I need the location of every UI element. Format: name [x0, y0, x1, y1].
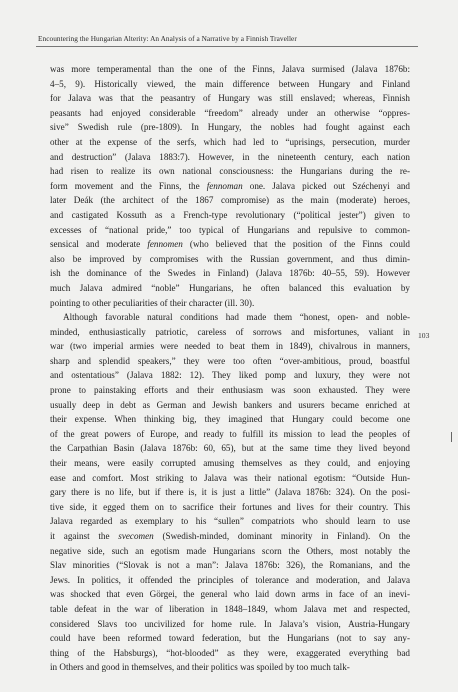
text-line: thing of the Habsburgs), “hot-blooded” as they were, exaggerated everything bad	[50, 647, 410, 658]
text-line: of the great powers of Europe, and ready to fulfill its mission to lead the peoples of	[50, 428, 410, 439]
text-line: was more temperamental than the one of the Finns, Jalava surmised (Jalava 1876b:	[50, 64, 410, 74]
text-line: pointing to other peculiarities of their character (ill. 30).	[50, 297, 255, 308]
text-line: Slav minorities (“Slovak is not a man”: Jalava 1876b: 326), the Romanians, and the	[50, 560, 410, 571]
text-line: war (two imperial armies were needed to beat them in 1849), chivalrous in manners,	[50, 341, 410, 352]
text-line: other at the expense of the serfs, which had led to “uprisings, persecution, murder	[50, 136, 410, 147]
text-line: considered Slavs too uncivilized for home rule. In Jalava’s vision, Austria-Hungary	[50, 618, 410, 629]
text-line: gary there is no life, but if there is, it is just a little” (Jalava 1876b: 324). On the posi-	[50, 487, 410, 498]
text-line: for Jalava was that the peasantry of Hungary was still enslaved; whereas, Finnish	[50, 93, 410, 104]
text-line: their means, were easily corrupted amusing themselves as they could, and enjoying	[50, 458, 410, 469]
text-line: and ostentatious” (Jalava 1882: 12). They liked pomp and luxury, they were not	[50, 370, 410, 381]
text-line: the Carpathian Basin (Jalava 1876b: 60, 65), but at the same time they lived beyond	[50, 443, 410, 454]
text-line: form movement and the Finns, the fennoman one. Jalava picked out Széchenyi and	[50, 180, 410, 191]
text-line: ease and comfort. Most striking to Jalava was their national egotism: “Outside Hun-	[50, 472, 410, 483]
text-line: usually deep in debt as German and Jewish bankers and usurers became enriched at	[50, 399, 410, 410]
text-line: 4–5, 9). Historically viewed, the main difference between Hungary and Finland	[50, 78, 410, 89]
text-line: in Others and good in themselves, and their politics was spoiled by too much talk-	[50, 662, 350, 673]
text-line: Although favorable natural conditions had made them “honest, open- and noble-	[63, 312, 410, 323]
text-line: ish the dominance of the Swedes in Finland) (Jalava 1876b: 40–55, 59). However	[50, 268, 410, 279]
text-line: minded, enthusiastically patriotic, careless of sorrows and misfortunes, valiant in	[50, 326, 410, 337]
text-line: their expense. When thinking big, they imagined that Hungary could become one	[50, 414, 410, 425]
text-line: table defeat in the war of liberation in 1848–1849, whom Jalava met and respected,	[50, 603, 410, 614]
text-line: prone to painstaking efforts and their enthusiasm was soon exhausted. They were	[50, 385, 410, 396]
text-line: tive side, it egged them on to sacrifice their fortunes and lives for their country. This	[50, 501, 410, 512]
text-line: Jews. In politics, it offended the principles of tolerance and moderation, and Jalava	[50, 574, 410, 585]
text-line: it against the svecomen (Swedish-minded, dominant minority in Finland). On the	[50, 531, 410, 541]
text-line: could have been reformed toward federation, but the Hungarians (not to say any-	[50, 633, 410, 644]
running-header: Encountering the Hungarian Alterity: An Analysis of a Narrative by a Finnish Traveller	[38, 34, 297, 43]
text-line: sharp and splendid speakers,” they were too often “over-ambitious, proud, boastful	[50, 355, 410, 366]
text-line: excesses of “national pride,” too typical of Hungarians and repulsive to common-	[50, 224, 410, 235]
body-text	[50, 62, 410, 675]
text-line: also be improved by compromises with the Russian government, and thus dimin-	[50, 253, 410, 264]
text-line: negative side, such an egotism made Hungarians scorn the Others, most notably the	[50, 545, 410, 556]
page-number: 103	[418, 331, 430, 340]
text-line: sensical and moderate fennomen (who believed that the position of the Finns could	[50, 239, 410, 250]
text-line: Jalava regarded as exemplary to his “sullen” compatriots who should learn to use	[50, 516, 410, 527]
page-edge-mark	[451, 432, 452, 442]
text-line: was shocked that even Görgei, the general who laid down arms in face of an inevi-	[50, 589, 410, 600]
text-line: sive” Swedish rule (pre-1809). In Hungary, the nobles had fought against each	[50, 122, 410, 133]
header-rule	[36, 46, 418, 47]
text-line: had risen to realize its own national consciousness: the Hungarians during the re-	[50, 166, 410, 177]
text-line: and castigated Kossuth as a French-type revolutionary (“political jester”) given to	[50, 209, 410, 220]
text-line: much Jalava admired “noble” Hungarians, he often balanced this evaluation by	[50, 282, 410, 293]
text-line: and destruction” (Jalava 1883:7). However, in the nineteenth century, each nation	[50, 151, 410, 162]
text-line: peasants had enjoyed considerable “freedom” already under an otherwise “oppres-	[50, 107, 410, 118]
text-line: later Deák (the architect of the 1867 compromise) as the main (moderate) heroes,	[50, 195, 410, 206]
